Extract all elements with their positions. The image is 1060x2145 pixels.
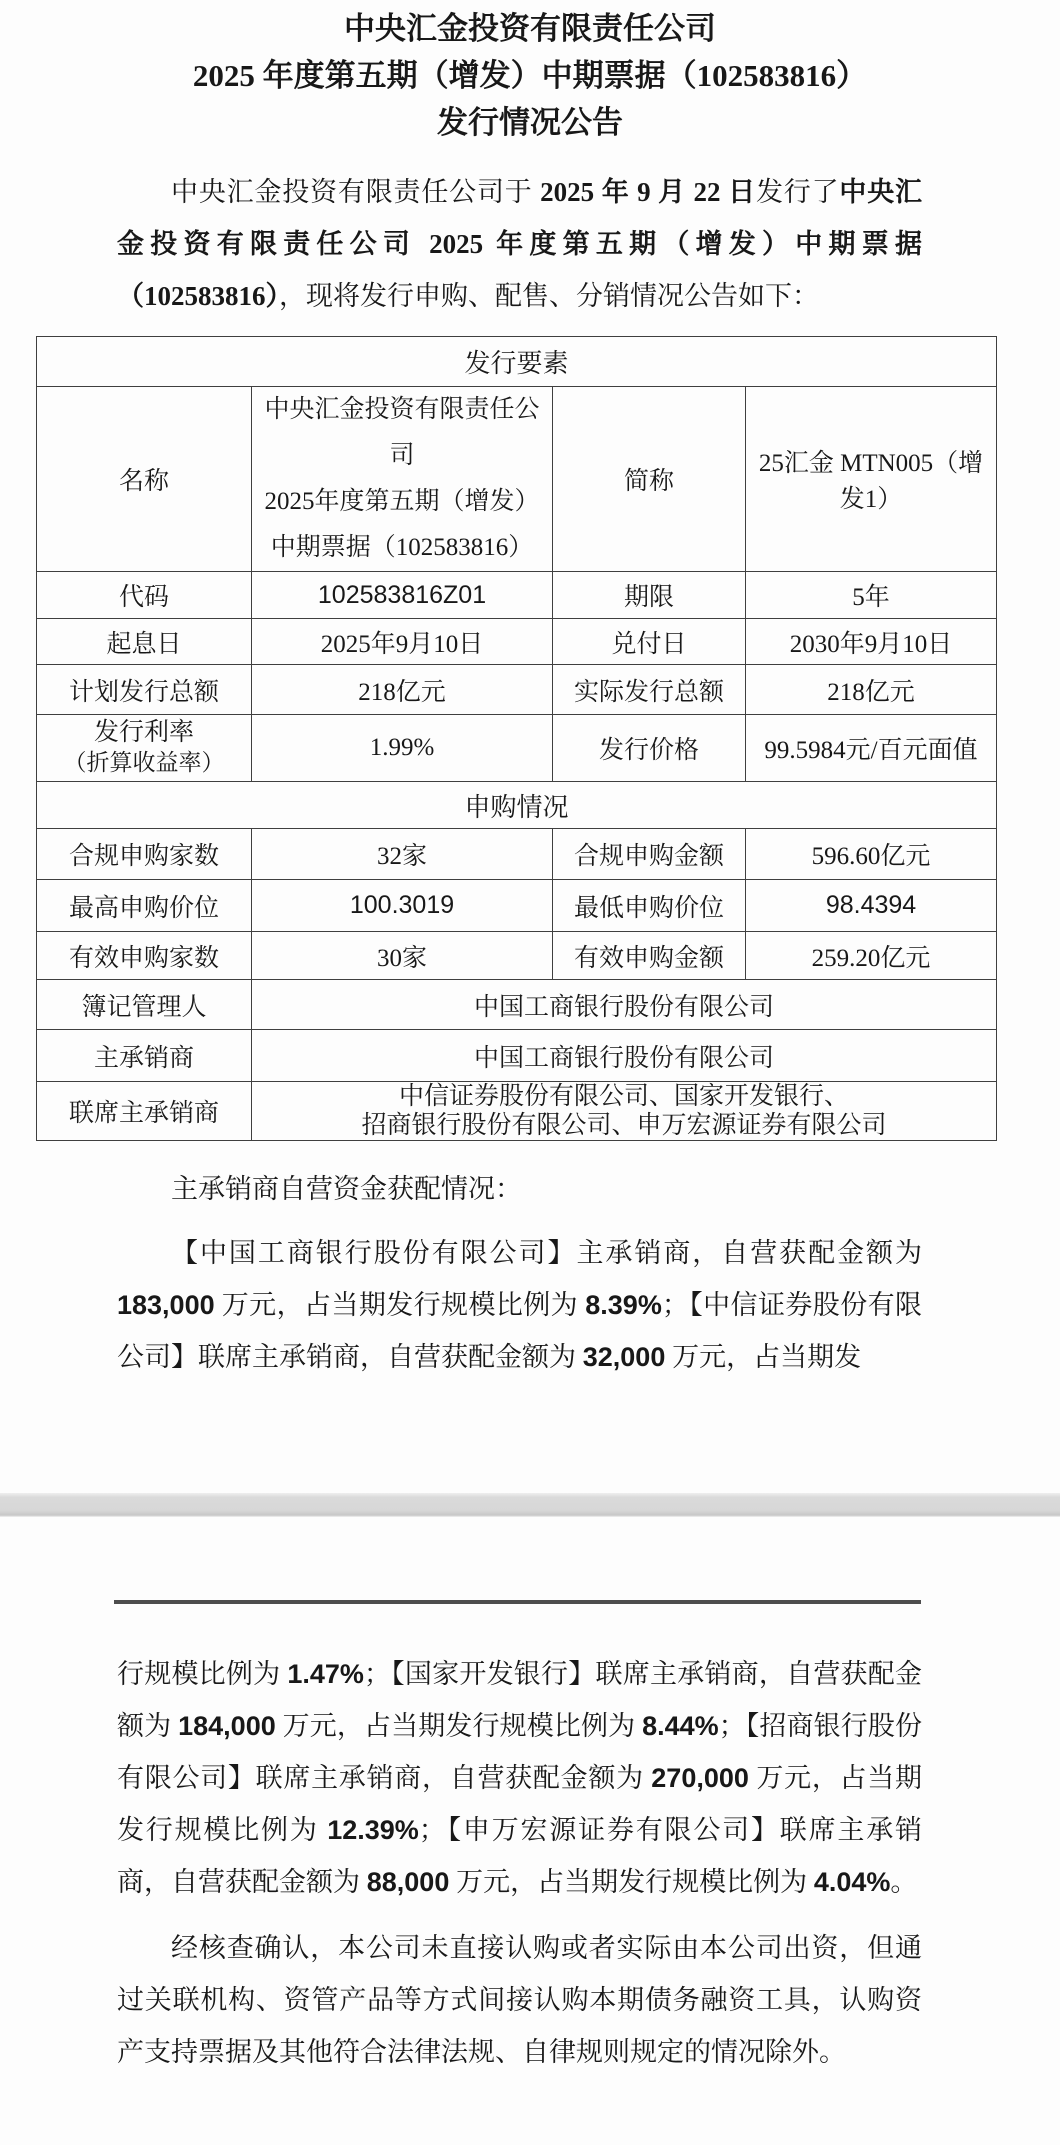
cell-highest-bid-label: 最高申购价位 <box>37 880 252 932</box>
cell-planned-value: 218亿元 <box>252 665 553 715</box>
joint-underwriters-line: 招商银行股份有限公司、申万宏源证券有限公司 <box>361 1112 887 1139</box>
table-row-compliant <box>37 829 997 880</box>
rate-label-line: （折算收益率） <box>63 750 225 775</box>
cell-price-value: 99.5984元/百元面值 <box>746 715 997 782</box>
alloc-amount: 32,000 <box>582 1342 666 1372</box>
cell-lowest-bid-label: 最低申购价位 <box>553 880 746 932</box>
cell-code-label: 代码 <box>37 572 252 619</box>
cell-highest-bid-value: 100.3019 <box>252 880 553 932</box>
table-row-name <box>37 387 997 572</box>
cell-joint-label: 联席主承销商 <box>37 1082 252 1141</box>
document-title <box>0 0 1060 146</box>
cell-redeemdate-label: 兑付日 <box>553 619 746 665</box>
alloc-amount: 270,000 <box>651 1763 749 1793</box>
cell-term-value: 5年 <box>746 572 997 619</box>
table-row-bookrunner <box>37 980 997 1030</box>
cell-valid-amount-label: 有效申购金额 <box>553 932 746 980</box>
cell-compliant-amount-value: 596.60亿元 <box>746 829 997 880</box>
cell-lead-label: 主承销商 <box>37 1030 252 1082</box>
cell-term-label: 期限 <box>553 572 746 619</box>
cell-joint-value <box>252 1082 997 1141</box>
page-top-rule <box>114 1600 921 1604</box>
intro-paragraph <box>117 166 922 322</box>
alloc-percent: 12.39% <box>327 1815 419 1845</box>
alloc-text: ；【申万宏源证券有限公司】联席主承销商，自营获配金额为 <box>117 1815 923 1897</box>
alloc-percent: 8.44% <box>642 1711 719 1741</box>
cell-price-label: 发行价格 <box>553 715 746 782</box>
alloc-text: 万元，占当期发 <box>665 1342 862 1372</box>
cell-bookrunner-label: 簿记管理人 <box>37 980 252 1030</box>
cell-redeemdate-value: 2030年9月10日 <box>746 619 997 665</box>
cell-shortname-value: 25汇金 MTN005（增发1） <box>746 387 997 572</box>
cell-valid-count-value: 30家 <box>252 932 553 980</box>
table-row-section-subscription <box>37 782 997 829</box>
table-row-amount <box>37 665 997 715</box>
intro-text: 中央汇金投资有限责任公司于 <box>171 177 541 207</box>
alloc-text: 【中国工商银行股份有限公司】主承销商，自营获配金额为 <box>171 1238 922 1268</box>
cell-compliant-count-label: 合规申购家数 <box>37 829 252 880</box>
table-row-lead-underwriter <box>37 1030 997 1082</box>
page-2 <box>0 1517 1060 2145</box>
table-row-valid <box>37 932 997 980</box>
alloc-amount: 183,000 <box>117 1290 215 1320</box>
cell-actual-value: 218亿元 <box>746 665 997 715</box>
allocation-paragraph-continued <box>117 1648 922 1908</box>
table-row-rate <box>37 715 997 782</box>
name-line: 中央汇金投资有限责任公司 <box>264 396 540 469</box>
issuance-table <box>36 336 997 1141</box>
cell-bookrunner-value: 中国工商银行股份有限公司 <box>252 980 997 1030</box>
alloc-text: 万元，占当期发行规模比例为 <box>449 1867 814 1897</box>
cell-valid-count-label: 有效申购家数 <box>37 932 252 980</box>
cell-valid-amount-value: 259.20亿元 <box>746 932 997 980</box>
alloc-text: 行规模比例为 <box>117 1659 288 1689</box>
title-line-announcement: 发行情况公告 <box>437 105 623 140</box>
table-row-dates <box>37 619 997 665</box>
issue-date: 2025 年 9 月 22 日 <box>540 177 756 207</box>
section-header-issue-elements: 发行要素 <box>37 337 997 387</box>
cell-lead-value: 中国工商银行股份有限公司 <box>252 1030 997 1082</box>
table-row-code <box>37 572 997 619</box>
cell-planned-label: 计划发行总额 <box>37 665 252 715</box>
alloc-percent: 4.04% <box>813 1867 891 1897</box>
verification-paragraph: 经核查确认，本公司未直接认购或者实际由本公司出资，但通过关联机构、资管产品等方式间接认购本期债务融资工具，认购资产支持票据及其他符合法律法规、自律规则规定的情况除外。 <box>117 1933 922 2067</box>
joint-underwriters-line: 中信证券股份有限公司、国家开发银行、 <box>399 1083 850 1110</box>
title-line-instrument: 2025 年度第五期（增发）中期票据（102583816） <box>192 58 868 93</box>
page-separator <box>0 1493 1060 1517</box>
alloc-text: 。 <box>890 1867 918 1897</box>
cell-rate-value: 1.99% <box>252 715 553 782</box>
intro-text: ，现将发行申购、配售、分销情况公告如下： <box>279 281 819 311</box>
cell-valuedate-label: 起息日 <box>37 619 252 665</box>
table-row-joint-underwriters <box>37 1082 997 1141</box>
alloc-text: ；【国家开发银行】联席主承销商，自营获配金额为 <box>117 1659 923 1741</box>
rate-label-line: 发行利率 <box>93 719 194 746</box>
alloc-percent: 1.47% <box>287 1659 364 1689</box>
table-row-price-range <box>37 880 997 932</box>
alloc-text: 万元，占当期发行规模比例为 <box>275 1711 643 1741</box>
alloc-text: ；【招商银行股份有限公司】联席主承销商，自营获配金额为 <box>117 1711 923 1793</box>
alloc-text: ；【中信证券股份有限公司】联席主承销商，自营获配金额为 <box>117 1290 923 1372</box>
alloc-amount: 184,000 <box>178 1711 276 1741</box>
table-row-section-issue <box>37 337 997 387</box>
section-header-subscription: 申购情况 <box>37 782 997 829</box>
name-line: 中期票据（102583816） <box>270 534 534 561</box>
title-line-issuer: 中央汇金投资有限责任公司 <box>344 11 716 46</box>
cell-shortname-label: 简称 <box>553 387 746 572</box>
alloc-amount: 88,000 <box>366 1867 450 1897</box>
bond-full-name: 中央汇金投资有限责任公司 2025 年度第五期（增发）中期票据（102583816） <box>117 177 923 311</box>
cell-rate-label <box>37 715 252 782</box>
intro-text: 发行了 <box>755 177 840 207</box>
allocation-heading: 主承销商自营资金获配情况： <box>171 1174 522 1204</box>
cell-name-label: 名称 <box>37 387 252 572</box>
cell-lowest-bid-value: 98.4394 <box>746 880 997 932</box>
name-line: 2025年度第五期（增发） <box>264 488 540 515</box>
cell-compliant-amount-label: 合规申购金额 <box>553 829 746 880</box>
alloc-text: 万元，占当期发行规模比例为 <box>117 1763 922 1845</box>
cell-actual-label: 实际发行总额 <box>553 665 746 715</box>
cell-valuedate-value: 2025年9月10日 <box>252 619 553 665</box>
allocation-paragraph <box>117 1227 922 1383</box>
alloc-percent: 8.39% <box>585 1290 662 1320</box>
cell-name-value <box>252 387 553 572</box>
cell-code-value: 102583816Z01 <box>252 572 553 619</box>
alloc-text: 万元，占当期发行规模比例为 <box>214 1290 586 1320</box>
cell-compliant-count-value: 32家 <box>252 829 553 880</box>
